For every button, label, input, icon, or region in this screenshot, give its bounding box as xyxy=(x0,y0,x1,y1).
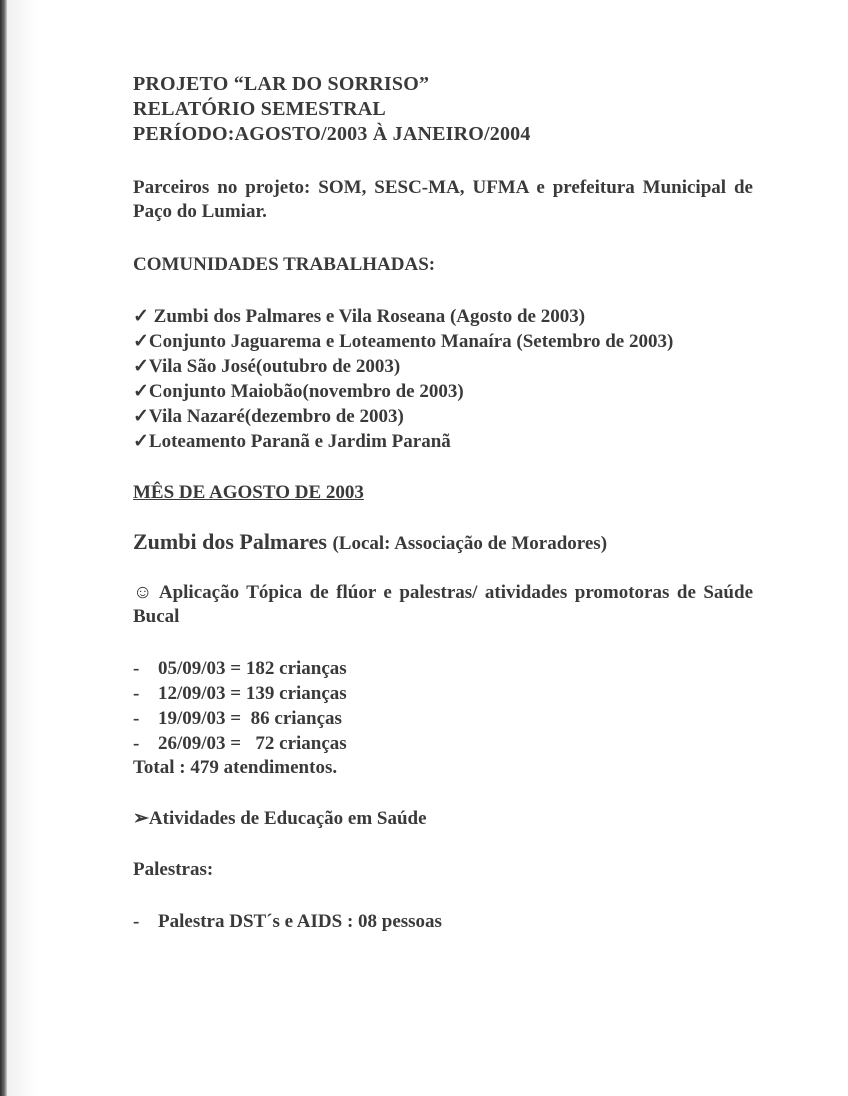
session-text: 19/09/03 = 86 crianças xyxy=(158,708,342,729)
list-item xyxy=(133,404,753,429)
check-icon: ✓ xyxy=(133,431,149,452)
list-item xyxy=(133,354,753,379)
check-icon: ✓ xyxy=(133,406,149,427)
palestras-heading: Palestras: xyxy=(133,859,214,880)
month-heading: MÊS DE AGOSTO DE 2003 xyxy=(133,482,364,503)
smiley-icon: ☺ xyxy=(133,582,153,603)
partners-paragraph: Parceiros no projeto: SOM, SESC-MA, UFMA e prefeitura Municipal de Paço do Lumiar. xyxy=(133,177,753,222)
document-page xyxy=(133,72,753,934)
session-text: 05/09/03 = 182 crianças xyxy=(158,658,347,679)
session-text: 12/09/03 = 139 crianças xyxy=(158,683,347,704)
session-text: 26/09/03 = 72 crianças xyxy=(158,733,347,754)
community-name: Vila São José(outubro de 2003) xyxy=(148,356,401,377)
report-header xyxy=(133,72,753,147)
scan-edge xyxy=(0,0,7,1096)
community-name: Conjunto Jaguarema e Loteamento Manaíra (Setembro de 2003) xyxy=(148,331,674,352)
community-name: Zumbi dos Palmares e Vila Roseana (Agosto de 2003) xyxy=(153,306,586,327)
check-icon: ✓ xyxy=(133,331,149,352)
list-item xyxy=(133,656,753,681)
place-local: (Local: Associação de Moradores) xyxy=(332,533,608,554)
place-title xyxy=(133,528,753,558)
community-name: Loteamento Paranã e Jardim Paranã xyxy=(148,431,451,452)
list-item xyxy=(133,429,753,454)
list-item xyxy=(133,379,753,404)
scan-shadow xyxy=(7,0,37,1096)
palestra-text: Palestra DST´s e AIDS : 08 pessoas xyxy=(158,911,442,932)
list-item xyxy=(133,329,753,354)
dash-marker: - xyxy=(133,911,140,932)
activity-text: Aplicação Tópica de flúor e palestras/ atividades promotoras de Saúde Bucal xyxy=(133,582,754,627)
check-icon: ✓ xyxy=(133,306,149,327)
dash-marker: - xyxy=(133,683,140,704)
list-item xyxy=(133,706,753,731)
communities-heading: COMUNIDADES TRABALHADAS: xyxy=(133,254,436,275)
education-text: Atividades de Educação em Saúde xyxy=(148,808,427,829)
activity-paragraph xyxy=(133,581,753,629)
dash-marker: - xyxy=(133,733,140,754)
communities-list xyxy=(133,304,753,454)
sessions-list xyxy=(133,656,753,756)
report-type: RELATÓRIO SEMESTRAL xyxy=(133,98,386,120)
palestras-list xyxy=(133,909,753,934)
list-item xyxy=(133,304,753,329)
check-icon: ✓ xyxy=(133,381,149,402)
dash-marker: - xyxy=(133,708,140,729)
list-item xyxy=(133,681,753,706)
check-icon: ✓ xyxy=(133,356,149,377)
education-heading xyxy=(133,807,753,831)
community-name: Vila Nazaré(dezembro de 2003) xyxy=(148,406,404,427)
arrow-icon: ➢ xyxy=(133,808,149,829)
community-name: Conjunto Maiobão(novembro de 2003) xyxy=(148,381,464,402)
total-line: Total : 479 atendimentos. xyxy=(133,757,338,778)
project-title: PROJETO “LAR DO SORRISO” xyxy=(133,73,430,95)
report-period: PERÍODO:AGOSTO/2003 À JANEIRO/2004 xyxy=(133,123,531,145)
list-item xyxy=(133,731,753,756)
list-item xyxy=(133,909,753,934)
dash-marker: - xyxy=(133,658,140,679)
place-name: Zumbi dos Palmares xyxy=(133,529,327,554)
